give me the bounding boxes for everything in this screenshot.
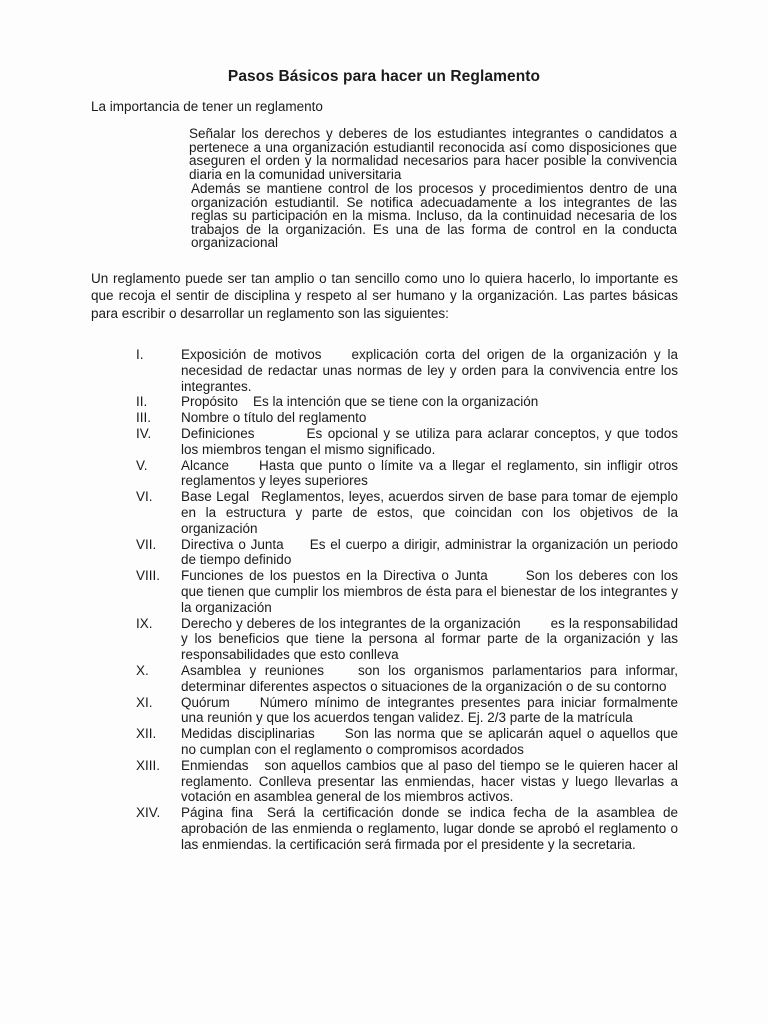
- list-item: [0, 758, 768, 805]
- list-item: [0, 568, 768, 615]
- list-item-number: XI.: [136, 694, 153, 710]
- list-item: [0, 695, 768, 727]
- list-item-number: VII.: [136, 536, 157, 552]
- list-item: [0, 663, 768, 695]
- list-item-number: X.: [136, 662, 149, 678]
- list-item-label: Nombre o título del reglamento: [181, 410, 367, 426]
- list-item-number: IV.: [136, 425, 152, 441]
- list-item-text: Número mínimo de integrantes presentes para iniciar formalmente una reunión y que los acuerdos tengan validez. Ej. 2/3 parte de la matrícula: [181, 694, 678, 726]
- importance-paragraph-1: Señalar los derechos y deberes de los estudiantes integrantes o candidatos a pertenece a una organización estudiantil reconocida así como disposiciones que aseguren el orden y la normalidad necesarios para hacer posible la convivencia diaria en la comunidad universitaria: [189, 126, 677, 182]
- list-item-number: VIII.: [136, 568, 161, 584]
- list-item: [0, 410, 768, 426]
- list-item: [0, 726, 768, 758]
- list-item-text: Reglamentos, leyes, acuerdos sirven de base para tomar de ejemplo en la estructura y parte de estos, que coincidan con los objetivos de la organización: [181, 489, 678, 536]
- list-item: [0, 616, 768, 663]
- list-item: [0, 347, 768, 394]
- list-item-label: Derecho y deberes de los integrantes de la organización: [181, 615, 521, 631]
- list-item-label: Quórum: [181, 694, 230, 710]
- list-item-text: Es la intención que se tiene con la organización: [253, 394, 539, 410]
- list-item-number: XII.: [136, 726, 157, 742]
- list-item-text: Son los deberes con los que tienen que cumplir los miembros de ésta para el bienestar de los integrantes y la organización: [181, 568, 679, 615]
- list-item-number: I.: [136, 347, 144, 362]
- list-item-text: Es opcional y se utiliza para aclarar conceptos, y que todos los miembros tengan el mismo significado.: [181, 425, 678, 457]
- list-item-number: V.: [136, 457, 148, 473]
- list-item-text: Es el cuerpo a dirigir, administrar la organización un periodo de tiempo definido: [181, 536, 678, 568]
- list-item-text: explicación corta del origen de la organización y la necesidad de redactar unas normas de ley y orden para la convivencia entre los integrantes.: [181, 347, 678, 394]
- list-item-label: Asamblea y reuniones: [181, 662, 325, 678]
- list-item-number: II.: [136, 394, 148, 410]
- list-item: [0, 394, 768, 410]
- list-item: [0, 489, 768, 536]
- list-item-number: VI.: [136, 489, 153, 505]
- list-item-label: Definiciones: [181, 425, 255, 441]
- list-item-label: Alcance: [181, 457, 230, 473]
- list-item-text: Será la certificación donde se indica fecha de la asamblea de aprobación de las enmienda o reglamento, lugar donde se aprobó el reglamento o las enmiendas. la certificación será firmada por el presidente y la secretaria.: [181, 805, 678, 852]
- parts-list: [0, 347, 768, 853]
- list-item: [0, 426, 768, 458]
- page-title: Pasos Básicos para hacer un Reglamento: [227, 68, 541, 85]
- list-item-text: son aquellos cambios que al paso del tiempo se le quieren hacer al reglamento. Conlleva presentar las enmiendas, hacer vistas y luego llevarlas a votación en asamblea general de los miembros activos.: [181, 757, 678, 805]
- list-item-label: Exposición de motivos: [181, 347, 322, 362]
- list-item-number: IX.: [136, 615, 153, 631]
- list-item-label: Directiva o Junta: [181, 536, 284, 552]
- list-item: [0, 537, 768, 569]
- list-item-label: Medidas disciplinarias: [181, 726, 315, 742]
- intro-paragraph: Un reglamento puede ser tan amplio o tan sencillo como uno lo quiera hacerlo, lo importante es que recoja el sentir de disciplina y respeto al ser humano y la organización. Las partes básicas para escribir o desarrollar un reglamento son las siguientes:: [91, 271, 678, 321]
- list-item-label: Enmiendas: [181, 757, 249, 773]
- list-item-text: Son las norma que se aplicarán aquel o aquellos que no cumplan con el reglamento o compromisos acordados: [181, 726, 678, 757]
- list-item-number: XIV.: [136, 805, 161, 821]
- list-item-label: Base Legal: [181, 489, 250, 505]
- importance-paragraph-2: Además se mantiene control de los procesos y procedimientos dentro de una organización estudiantil. Se notifica adecuadamente a los integrantes de las reglas su participación en la misma. Incluso, da la continuidad necesaria de los trabajos de la organización. Es una de las forma de control en la conducta organizacional: [191, 181, 677, 250]
- list-item-number: XIII.: [136, 757, 161, 773]
- section-subtitle: La importancia de tener un reglamento: [91, 99, 323, 114]
- list-item-number: III.: [136, 410, 152, 426]
- list-item-text: son los organismos parlamentarios para informar, determinar diferentes aspectos o situaciones de la organización o de su contorno: [181, 662, 678, 694]
- list-item-label: Propósito: [181, 394, 239, 410]
- list-item-text: Hasta que punto o límite va a llegar el reglamento, sin infligir otros reglamentos y leyes superiores: [181, 457, 678, 489]
- list-item: [0, 805, 768, 852]
- list-item-label: Página fina: [181, 805, 253, 821]
- list-item-label: Funciones de los puestos en la Directiva o Junta: [181, 568, 488, 584]
- list-item: [0, 458, 768, 490]
- list-item-text: es la responsabilidad y los beneficios que tiene la persona al formar parte de la organización y las responsabilidades que esto conlleva: [181, 615, 678, 663]
